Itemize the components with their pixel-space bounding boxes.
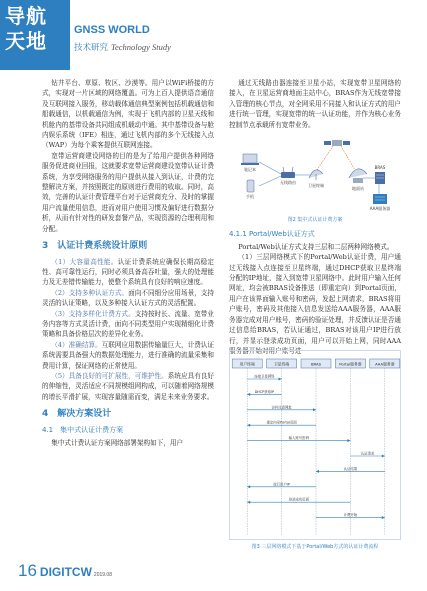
logo-line-2: 天地 bbox=[5, 29, 47, 53]
satellite-dish-icon bbox=[309, 170, 323, 180]
arrow-head bbox=[316, 470, 319, 473]
message-label: 认证请求 bbox=[360, 451, 375, 456]
paragraph: （1）三层网络模式下的Portal/Web认证计费，用户通过无线接入点连接至卫星终端，通过DHCP获取卫星终端分配的IP地址，接入到宽带卫星网络中。此时用户输入任何网址，均会被BRAS设备推送（即重定向）到Portal页面，用户在该界面输入账号和密码，发起上网请求，BRAS将用户账号，密码及其他接入信息发送给AAA服务器，AAA服务器完成对用户账号，密码的验证处理，并反馈认证是否通过信息给BRAS，若认证通过，BRAS对该用户IP进行放行，并显示登录成功页面，用户可以开始上网，同时AAA服务器开始对用户账号进 bbox=[229, 253, 401, 355]
magazine-name: DIGITCW bbox=[39, 565, 92, 579]
section-heading-4: 4 解决方案设计 bbox=[42, 409, 112, 420]
phone-icon bbox=[247, 180, 254, 192]
right-column bbox=[229, 78, 401, 356]
arrow-head bbox=[382, 516, 385, 519]
item-text: 支持按时长、流量、宽带业务内容等方式灵活计费，面向不同类型用户实现精细化计费策略和具备价格层次的差异化业务。 bbox=[42, 309, 215, 339]
principle-item-5 bbox=[42, 371, 214, 402]
figure-2-svg bbox=[229, 134, 401, 214]
principle-item-1 bbox=[42, 257, 214, 288]
arrow-head bbox=[247, 501, 250, 504]
item-head: （4）准确结算。 bbox=[51, 340, 102, 349]
aaa-label: AAA服务器 bbox=[369, 206, 391, 212]
ground-station-icon bbox=[349, 169, 367, 183]
arrow-head bbox=[247, 424, 250, 427]
lane-label: 卫星终端 bbox=[274, 361, 290, 367]
terminal-label: 卫星终端 bbox=[308, 183, 324, 189]
paragraph: 宽带运营商建设网络的目的是为了给用户提供各种网络服务促进商业回报，这就要求宽带运营商建设宽带认证计费系统，为享受网络服务的用户提供从接入到认证，计费的完整解决方案，并按照既定的原则进行费用的收取。同时，高效，完善的认证计费管理平台对于运营商充分、及时的掌握用户流量使用信息，进而对用户使用习惯及偏好进行数据分析，从而有针对性的研发套餐产品，实现资源的合理利用和分配。 bbox=[42, 151, 214, 233]
paragraph: 通过无线路由器连接至卫星小站，实现宽带卫星网络的接入，在卫星运营商地面主站中心，BRAS作为无线宽带接入管理的核心节点，对全网采用不同接入和认证方式的用户进行统一管理，实现宽带的统一认证功能，并作为核心业务控制节点承载所有宽带业务。 bbox=[229, 79, 401, 129]
message-label: 访问任意网址 bbox=[271, 405, 292, 410]
arrow-head bbox=[382, 455, 385, 458]
item-head: （3）支持多样化计费方式。 bbox=[51, 309, 135, 318]
message-label: 登录成功页面 bbox=[288, 497, 309, 502]
figure-2-diagram bbox=[229, 134, 401, 214]
laptop-icon bbox=[241, 154, 259, 165]
router-icon bbox=[281, 167, 295, 178]
bras-server-icon bbox=[375, 172, 385, 184]
router-label: 无线路由 bbox=[280, 180, 296, 186]
message-label: 放行用户IP bbox=[273, 482, 290, 487]
section-title-en: GNSS WORLD bbox=[74, 24, 150, 36]
paragraph: 钻井平台、草原、牧区、沙漠等。用户以WiFi桥接的方式，实现对一片区域的网络覆盖。可为上百人提供语音通信及互联网接入服务，移动载体通信典型案例包括机载通信和船载通信，以机载通信为例，实现于飞机内部的卫星天线和机舱内的基带设备共同组成机载动中通。其中基带设备与舱内娱乐系统（IFE）相连，通过飞机内部的多个无线接入点（WAP）为每个乘客提供互联网连接。 bbox=[42, 79, 214, 150]
lane-label: 用户终端 bbox=[239, 361, 255, 367]
item-head: （2）支持多种认证方式。 bbox=[51, 288, 129, 297]
lane-label: Portal服务器 bbox=[339, 361, 362, 367]
message-label: 认证结果 bbox=[343, 466, 358, 471]
page-header bbox=[0, 0, 427, 70]
link-line bbox=[259, 162, 281, 174]
item-text: 互联网应用数据传输量巨大，计费认证系统需要具备强大的数据处理能力，进行准确的流量采集和费用计算，保证网络的正常使用。 bbox=[42, 340, 215, 370]
arrow-head bbox=[347, 439, 350, 442]
link-line bbox=[259, 176, 281, 186]
aaa-server-icon bbox=[373, 194, 387, 204]
arrow-head bbox=[313, 408, 316, 411]
arrow-head bbox=[247, 485, 250, 488]
section-subtitle bbox=[74, 41, 171, 53]
subtitle-cn: 技术研究 bbox=[74, 43, 109, 53]
item-head: （1）大容量高性能。 bbox=[51, 257, 118, 266]
station-label: 地面站 bbox=[352, 186, 364, 192]
principle-item-3 bbox=[42, 309, 214, 340]
figure-3-caption: 图3 三层网络模式下基于Portal/Web方式的认证计费流程 bbox=[251, 544, 379, 550]
arrow-head bbox=[247, 393, 250, 396]
logo-line-1: 导航 bbox=[5, 4, 47, 28]
principle-item-4 bbox=[42, 340, 214, 371]
section-heading-3: 3 认证计费系统设计原则 bbox=[42, 241, 148, 252]
issue-date: 2019.08 bbox=[93, 572, 112, 578]
figure-3-sequence-diagram bbox=[229, 350, 401, 540]
lane-label: AAA服务器 bbox=[375, 361, 395, 367]
message-label: 连接卫星网络 bbox=[254, 374, 275, 379]
paragraph: 集中式计费认证方案网络部署架构如下，用户 bbox=[51, 439, 184, 447]
section-logo-text bbox=[0, 4, 70, 54]
page-number: 16 bbox=[18, 561, 37, 580]
message-label: 计费开始 bbox=[343, 513, 358, 518]
downlink-line bbox=[341, 146, 355, 170]
left-column bbox=[42, 78, 214, 448]
section-logo bbox=[0, 0, 70, 70]
paragraph: Portal/Web认证方式支持三层和二层两种网络模式。 bbox=[238, 242, 394, 251]
item-text: 系统应具有良好的伸缩性，灵活适应不同规模组网构成，可以随着网络规模的增长平滑扩展，实现容量随需而变，满足未来业务要求。 bbox=[42, 371, 214, 401]
arrow-head bbox=[279, 378, 282, 381]
lane-label: BRAS bbox=[310, 361, 322, 367]
subtitle-en: Technology Study bbox=[111, 42, 171, 52]
page-footer bbox=[18, 562, 112, 579]
figure-2-caption: 图2 集中式认证计费方案 bbox=[287, 217, 343, 224]
bras-label: BRAS bbox=[374, 165, 386, 171]
phone-label: 手机 bbox=[246, 194, 254, 200]
uplink-line bbox=[317, 146, 333, 170]
message-label: 重定向至Portal页面 bbox=[266, 420, 297, 425]
figure-3-svg bbox=[230, 351, 402, 541]
item-text: 面向不同细分应用场景，支持灵活的认证策略，以及多种接入认证方式的灵活配置。 bbox=[42, 288, 214, 308]
satellite-icon bbox=[324, 140, 350, 146]
subsection-heading-4-1: 4.1 集中式认证计费方案 bbox=[42, 425, 124, 434]
message-label: DHCP获取IP bbox=[254, 389, 275, 394]
laptop-label: 笔记本 bbox=[244, 167, 256, 173]
item-head: （5）具备良好的可扩展性，可维护性。 bbox=[51, 371, 168, 380]
item-text: 认证计费系统应确保长期高稳定性、高可靠性运行，同时必须具备高吞吐量，强大的处理能力及无差错传输能力，使整个系统具有良好的响应速度。 bbox=[42, 257, 214, 287]
subsection-heading-4-1-1: 4.1.1 Portal/Web认证方式 bbox=[229, 230, 315, 239]
principle-item-2 bbox=[42, 288, 214, 309]
message-label: 输入账号密码 bbox=[288, 436, 309, 441]
